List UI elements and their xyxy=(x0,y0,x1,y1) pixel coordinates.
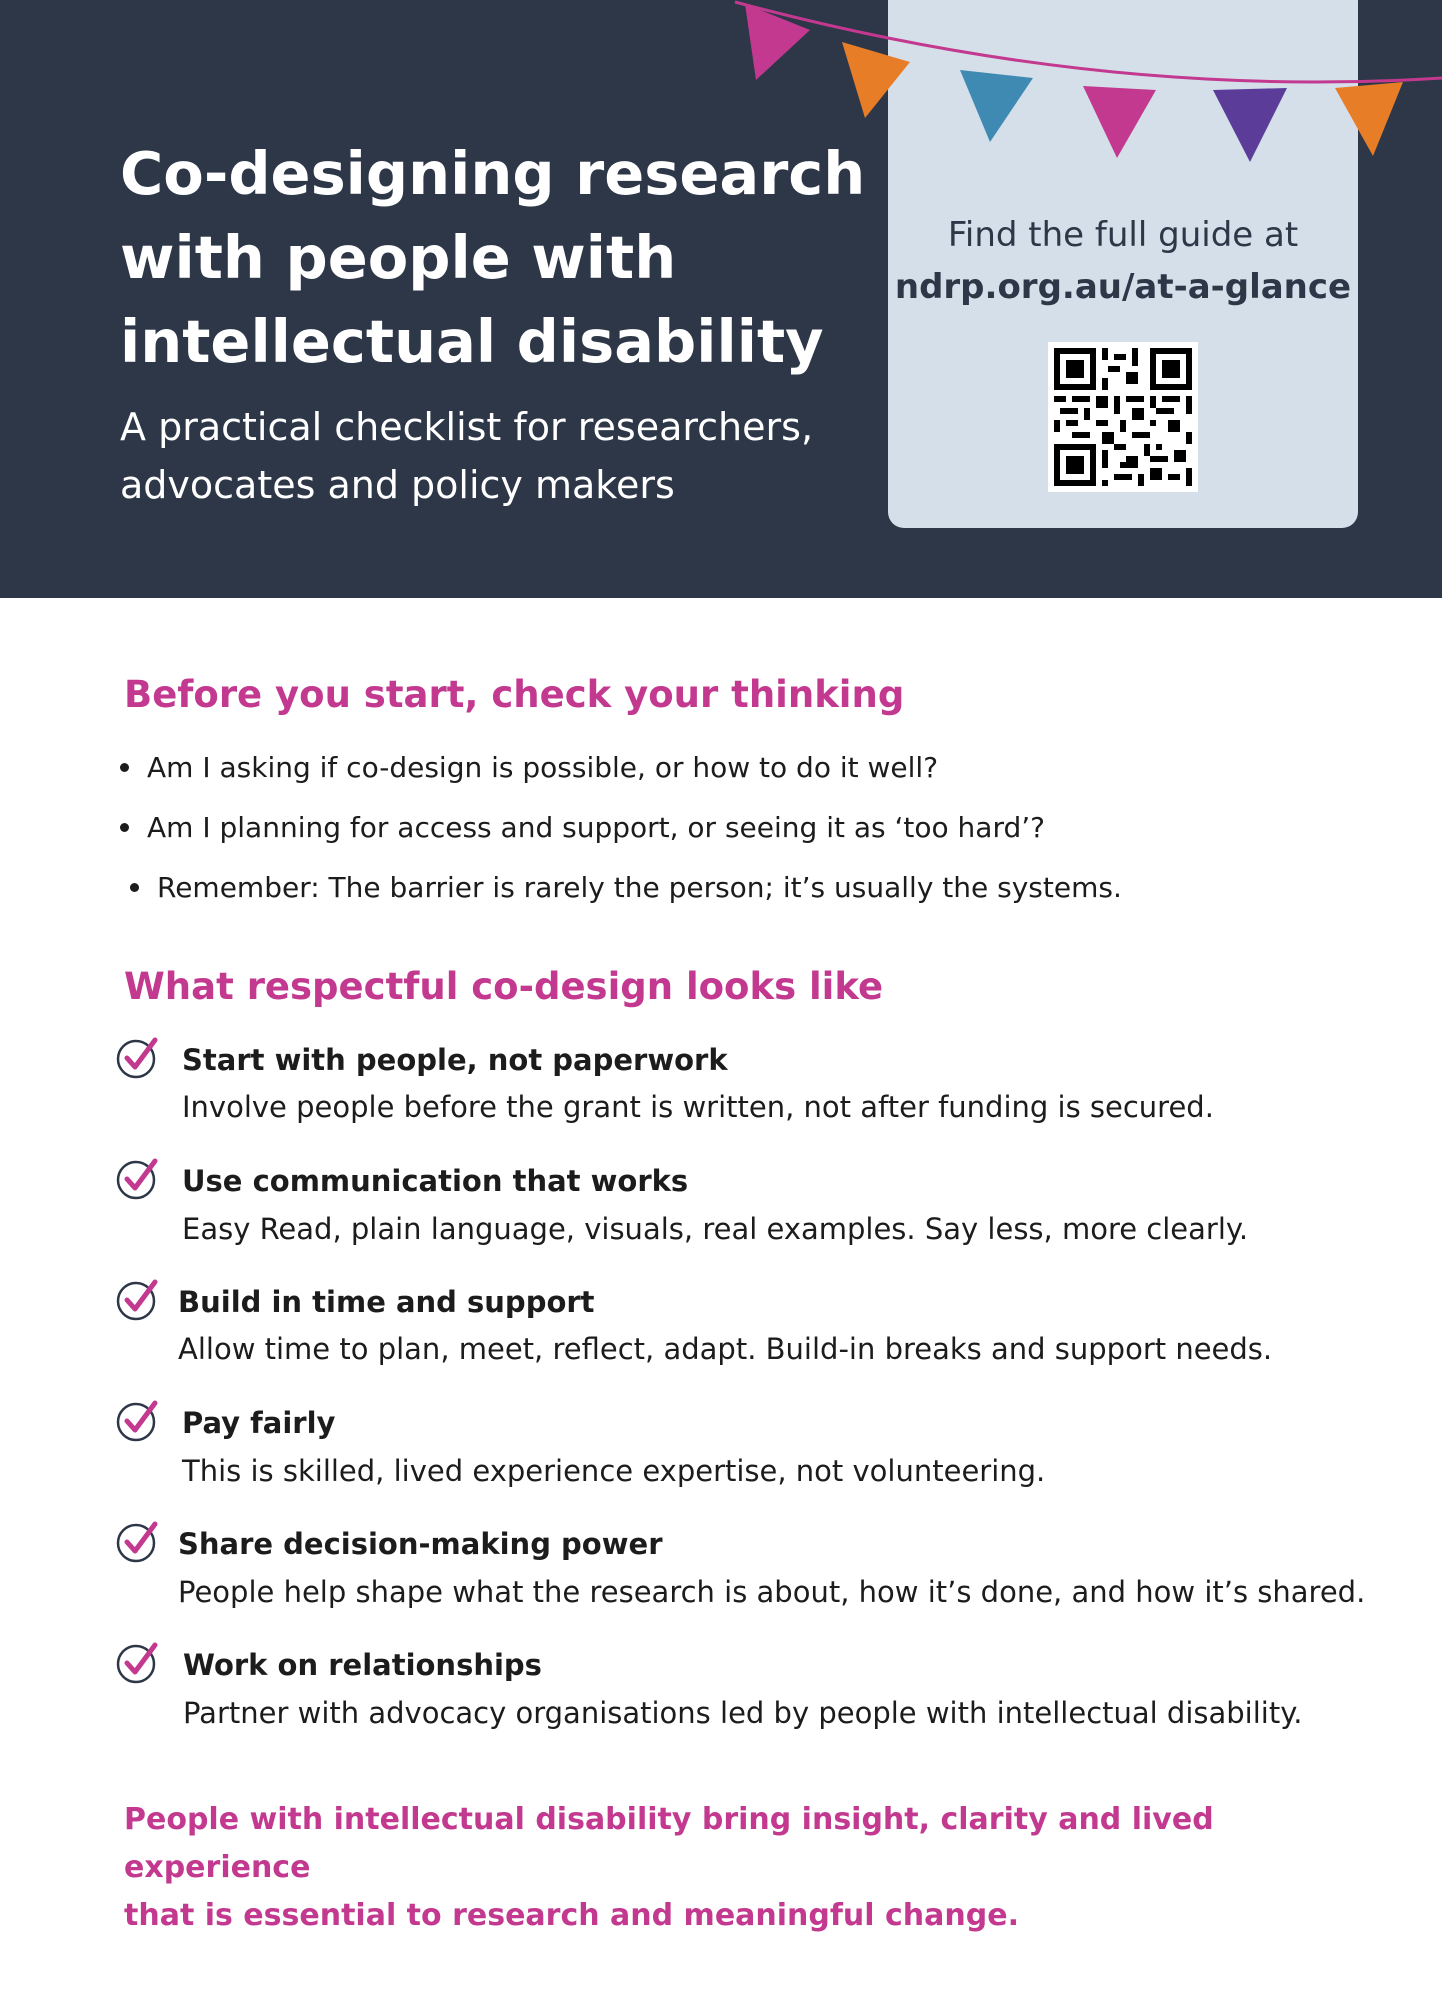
checkmark-circle-icon xyxy=(116,1155,162,1201)
bullet-dot xyxy=(130,883,139,892)
item-title: Share decision-making power xyxy=(178,1527,663,1561)
bunting-flag-5 xyxy=(1213,88,1287,162)
subtitle-line-2: advocates and policy makers xyxy=(120,463,675,507)
bullet-dot xyxy=(120,823,129,832)
guide-url[interactable]: ndrp.org.au/at-a-glance xyxy=(894,267,1352,307)
bullet-item xyxy=(130,868,1122,908)
bunting-flag-2 xyxy=(842,42,910,118)
item-title: Pay fairly xyxy=(182,1406,336,1440)
section-title-check-thinking: Before you start, check your thinking xyxy=(124,673,905,716)
bullet-text: Remember: The barrier is rarely the person; it’s usually the systems. xyxy=(157,871,1122,904)
item-title: Work on relationships xyxy=(183,1648,542,1682)
bullet-text: Am I planning for access and support, or seeing it as ‘too hard’? xyxy=(147,811,1046,844)
closing-line-1: People with intellectual disability bring insight, clarity and lived experience xyxy=(124,1802,1214,1885)
page-subtitle xyxy=(120,398,880,514)
checkmark-circle-icon xyxy=(116,1034,162,1080)
title-line-1: Co-designing research xyxy=(120,139,866,208)
title-line-3: intellectual disability xyxy=(120,307,824,376)
closing-line-2: that is essential to research and meaningful change. xyxy=(124,1898,1019,1933)
item-title: Start with people, not paperwork xyxy=(182,1043,728,1077)
bunting-flag-4 xyxy=(1083,86,1156,158)
item-description: Easy Read, plain language, visuals, real examples. Say less, more clearly. xyxy=(182,1212,1249,1246)
item-title: Use communication that works xyxy=(182,1164,689,1198)
bullet-dot xyxy=(120,763,129,772)
checkmark-circle-icon xyxy=(116,1639,162,1685)
subtitle-line-1: A practical checklist for researchers, xyxy=(120,405,814,449)
checkmark-circle-icon xyxy=(116,1518,162,1564)
section-title-respectful-codesign: What respectful co-design looks like xyxy=(124,965,884,1008)
item-description: People help shape what the research is about, how it’s done, and how it’s shared. xyxy=(178,1575,1366,1609)
bunting-flag-3 xyxy=(960,70,1033,142)
item-description: This is skilled, lived experience expertise, not volunteering. xyxy=(182,1454,1046,1488)
item-description: Allow time to plan, meet, reflect, adapt. Build-in breaks and support needs. xyxy=(178,1332,1273,1366)
bunting-decoration xyxy=(0,0,1442,170)
bunting-flag-6 xyxy=(1335,82,1403,156)
bullet-item xyxy=(120,808,1045,848)
title-line-2: with people with xyxy=(120,223,677,292)
item-title: Build in time and support xyxy=(178,1285,595,1319)
item-description: Involve people before the grant is written, not after funding is secured. xyxy=(182,1090,1214,1124)
bunting-string xyxy=(735,2,1442,82)
item-description: Partner with advocacy organisations led by people with intellectual disability. xyxy=(183,1696,1303,1730)
bullet-text: Am I asking if co-design is possible, or how to do it well? xyxy=(147,751,939,784)
bunting-flag-1 xyxy=(745,4,810,80)
qr-code-icon[interactable] xyxy=(1048,342,1198,492)
checkmark-circle-icon xyxy=(116,1397,162,1443)
guide-text: Find the full guide at xyxy=(947,215,1299,255)
closing-statement xyxy=(124,1796,1344,1940)
checkmark-circle-icon xyxy=(116,1276,162,1322)
bullet-item xyxy=(120,748,938,788)
